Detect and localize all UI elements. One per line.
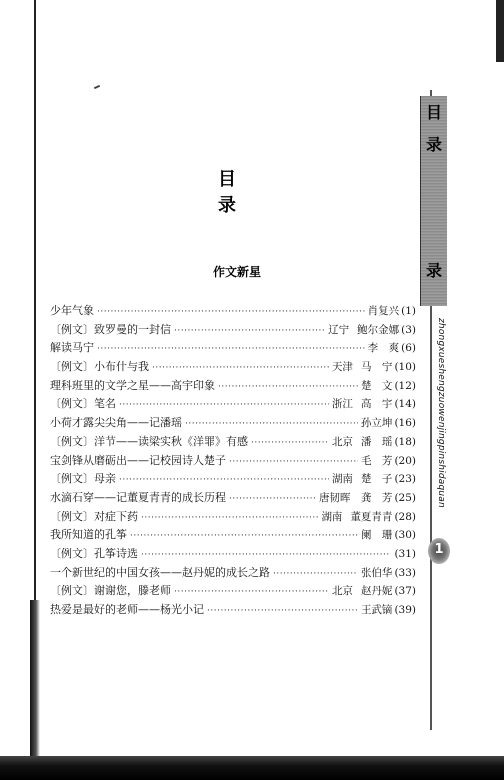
toc-entry[interactable] — [50, 358, 416, 377]
dot-leader — [130, 527, 358, 545]
entry-author: 赵丹妮 — [360, 585, 393, 598]
entry-author: 毛 芳 — [360, 454, 393, 467]
section-title: 作文新星 — [212, 265, 261, 279]
bottom-scan-edge — [0, 756, 504, 780]
toc-entry[interactable] — [50, 414, 416, 433]
entry-page: (30) — [394, 529, 416, 542]
dot-leader — [174, 322, 325, 340]
entry-page: (16) — [394, 417, 416, 430]
top-corner-shadow — [496, 0, 504, 62]
toc-list — [50, 302, 416, 620]
page-number: 1 — [434, 542, 444, 557]
toc-title: 目 录 — [218, 169, 254, 216]
dot-leader — [251, 434, 329, 452]
dot-leader — [229, 490, 316, 508]
toc-entry[interactable] — [50, 489, 416, 508]
page-number-badge — [428, 538, 450, 564]
entry-page: (23) — [394, 473, 416, 486]
side-pinyin: zhongxueshengzuowenjingpinshidaquan — [436, 318, 446, 508]
dot-leader — [218, 378, 358, 396]
entry-author: 高 宇 — [360, 398, 393, 411]
entry-title: 热爱是最好的老师——杨光小记 — [50, 603, 204, 616]
dot-leader — [119, 471, 329, 489]
side-tab-char: 录 — [425, 135, 442, 154]
entry-page: (20) — [394, 454, 416, 467]
entry-title: 小荷才露尖尖角——记潘瑶 — [50, 416, 182, 430]
entry-page: (37) — [394, 585, 416, 598]
dot-leader — [97, 303, 365, 321]
toc-entry[interactable] — [50, 564, 416, 583]
entry-page: (25) — [394, 491, 416, 504]
entry-region: 北京 — [331, 585, 353, 598]
entry-region: 浙江 — [331, 398, 353, 411]
toc-entry[interactable] — [50, 377, 416, 396]
toc-entry[interactable] — [50, 452, 416, 471]
dot-leader — [273, 565, 358, 583]
entry-author: 阑 珊 — [360, 529, 393, 542]
side-tab-char: 录 — [425, 261, 442, 280]
entry-author: 董夏青青 — [350, 510, 393, 523]
dot-leader — [152, 359, 329, 377]
entry-page: (31) — [394, 547, 416, 560]
dot-leader — [229, 453, 358, 471]
dot-leader — [97, 340, 365, 358]
entry-page: (3) — [401, 323, 416, 336]
entry-region: 辽宁 — [328, 323, 350, 336]
entry-page: (6) — [401, 342, 416, 355]
entry-page: (39) — [394, 604, 416, 616]
toc-entry[interactable] — [50, 470, 416, 489]
entry-title: 理科班里的文学之星——高宇印象 — [50, 378, 215, 392]
entry-title: 〔例文〕母亲 — [50, 472, 116, 486]
entry-title: 〔例文〕致罗曼的一封信 — [50, 322, 171, 336]
entry-region: 湖南 — [331, 473, 353, 486]
entry-title: 〔例文〕笔名 — [50, 397, 116, 411]
entry-page: (10) — [394, 361, 416, 374]
entry-title: 少年气象 — [50, 304, 94, 317]
entry-author: 李 爽 — [367, 342, 400, 355]
toc-entry[interactable] — [50, 508, 416, 527]
toc-entry[interactable] — [50, 601, 416, 620]
entry-title: 〔例文〕对症下药 — [50, 509, 138, 523]
scan-speck — [94, 85, 100, 89]
entry-author: 张伯华 — [360, 566, 393, 579]
entry-title: 〔例文〕洋节——读梁实秋《洋罪》有感 — [50, 434, 248, 448]
entry-author: 唐韧晖 龚 芳 — [318, 491, 393, 504]
entry-author: 鲍尔金娜 — [357, 323, 400, 336]
entry-title: 水滴石穿——记董夏青青的成长历程 — [50, 490, 226, 504]
toc-entry[interactable] — [50, 545, 416, 564]
entry-author: 马 宁 — [360, 361, 393, 374]
dot-leader — [207, 602, 358, 620]
entry-title: 解读马宁 — [50, 341, 94, 355]
gutter-shadow — [30, 600, 40, 780]
toc-entry[interactable] — [50, 395, 416, 414]
entry-page: (18) — [394, 435, 416, 448]
dot-leader — [185, 415, 358, 433]
entry-page: (28) — [394, 510, 416, 523]
entry-author: 孙立坤 — [360, 417, 393, 430]
entry-title: 〔例文〕谢谢您，滕老师 — [50, 584, 171, 598]
entry-region: 湖南 — [321, 510, 343, 523]
entry-page: (14) — [394, 398, 416, 411]
entry-title: 一个新世纪的中国女孩——赵丹妮的成长之路 — [50, 565, 270, 579]
side-tab — [420, 96, 447, 306]
toc-entry[interactable] — [50, 526, 416, 545]
toc-entry[interactable] — [50, 433, 416, 452]
toc-entry[interactable] — [50, 321, 416, 340]
entry-page: (1) — [401, 305, 416, 317]
entry-title: 〔例文〕小布什与我 — [50, 360, 149, 374]
toc-entry[interactable] — [50, 582, 416, 601]
entry-region: 天津 — [331, 361, 353, 374]
entry-title: 我所知道的孔筝 — [50, 528, 127, 542]
entry-title: 〔例文〕孔筝诗选 — [50, 546, 138, 560]
entry-author: 潘 瑶 — [360, 435, 393, 448]
entry-author: 楚 子 — [360, 473, 393, 486]
toc-entry[interactable] — [50, 302, 416, 321]
entry-author: 王武镝 — [360, 604, 393, 616]
dot-leader — [119, 396, 329, 414]
dot-leader — [174, 583, 329, 601]
entry-author: 肖复兴 — [367, 305, 400, 317]
entry-region: 北京 — [331, 435, 353, 448]
entry-page: (33) — [394, 566, 416, 579]
dot-leader — [141, 546, 389, 564]
toc-entry[interactable] — [50, 339, 416, 358]
entry-page: (12) — [394, 379, 416, 392]
dot-leader — [141, 509, 318, 527]
side-tab-char: 目 — [425, 103, 442, 122]
entry-author: 楚 文 — [360, 379, 393, 392]
entry-title: 宝剑锋从磨砺出——记校园诗人楚子 — [50, 453, 226, 467]
